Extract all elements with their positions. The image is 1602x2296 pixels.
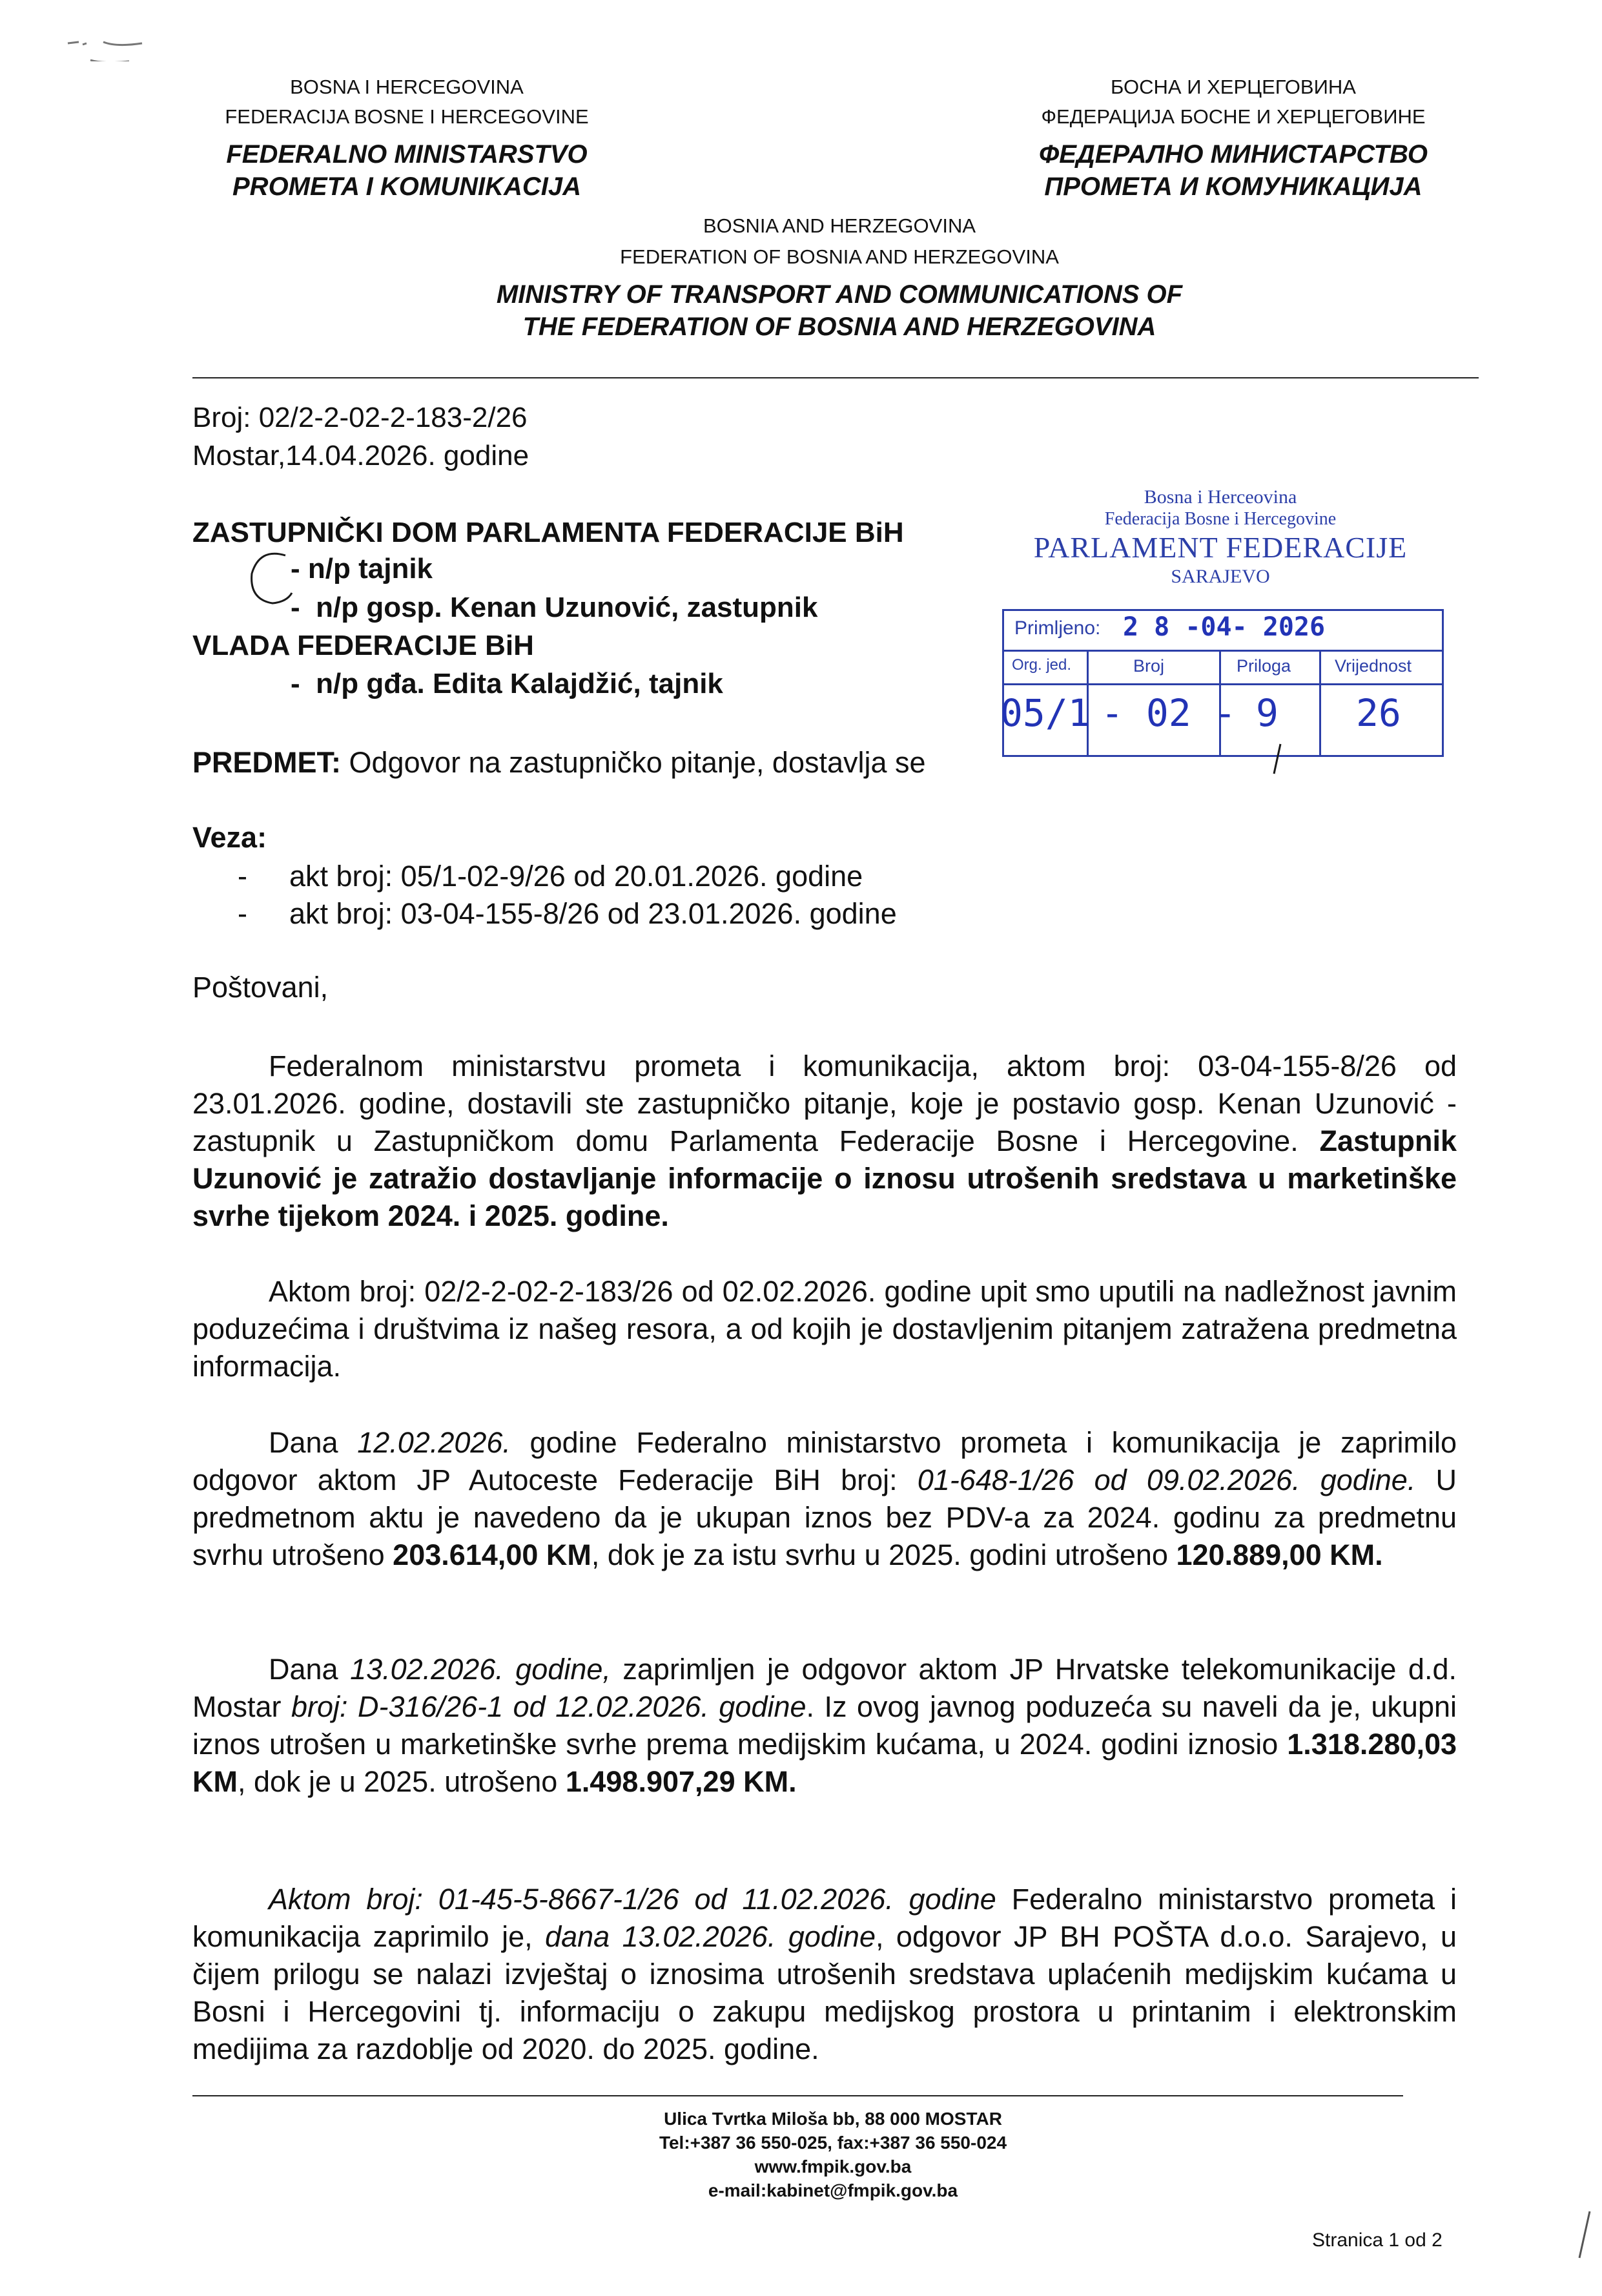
recipient-org1-item1: - n/p tajnik	[291, 553, 433, 584]
stamp-col-priloga: Priloga	[1237, 656, 1291, 676]
received-stamp-header	[1007, 486, 1433, 588]
pen-stroke-icon	[1269, 743, 1288, 775]
header-right-ministry: ФЕДЕРАЛНО МИНИСТАРСТВО	[1039, 140, 1428, 169]
recipient-org2: VLADA FEDERACIJE BiH	[192, 630, 534, 661]
paragraph-4-amount-2025: 1.498.907,29 KM.	[565, 1765, 797, 1798]
header-left-ministry: FEDERALNO MINISTARSTVO	[226, 140, 588, 169]
paragraph-4	[192, 1651, 1457, 1801]
stamp-received-label: Primljeno:	[1014, 617, 1101, 639]
veza-item: - akt broj: 05/1-02-9/26 od 20.01.2026. godine	[192, 858, 1419, 895]
stamp-row-divider-2	[1004, 683, 1442, 685]
veza-label: Veza:	[192, 821, 267, 854]
paragraph-5-text-2: , odgovor JP BH POŠTA d.o.o. Sarajevo, u čijem prilogu se nalazi izvještaj o iznosima utrošenih sredstava uplaćenih medijskim kućama u Bosni i Hercegovini tj. informaciju o zakupu medijskog prostora u printanim i elektronskim medijima za razdoblje od 2020. do 2025. godine.	[192, 1920, 1457, 2065]
footer-address: Ulica Tvrtka Miloša bb, 88 000 MOSTAR	[664, 2109, 1002, 2129]
paragraph-1-text: Federalnom ministarstvu prometa i komunikacija, aktom broj: 03-04-155-8/26 od 23.01.2026. godine, dostavili ste zastupničko pitanje, koje je postavio gosp. Kenan Uzunović - zastupnik u Zastupničkom domu Parlamenta Federacije Bosne i Hercegovine.	[192, 1050, 1457, 1157]
stamp-line4: SARAJEVO	[1171, 566, 1270, 587]
paragraph-3-text-2: godine Federalno ministarstvo prometa i komunikacija je zaprimilo odgovor aktom JP Autoceste Federacije BiH broj:	[192, 1426, 1457, 1496]
header-right-ministry-2: ПРОМЕТА И КОМУНИКАЦИЈА	[1044, 172, 1422, 201]
paragraph-3	[192, 1424, 1457, 1574]
stamp-val-org: 05/1	[1000, 691, 1091, 735]
stamp-received-value: 2 8 -04- 2026	[1123, 612, 1326, 642]
stamp-val-vrijednost: 26	[1356, 691, 1401, 735]
veza-item: - akt broj: 03-04-155-8/26 od 23.01.2026. godine	[192, 895, 1419, 933]
footer-divider	[192, 2095, 1403, 2096]
corner-mark	[1576, 2209, 1595, 2260]
footer-phone: Tel:+387 36 550-025, fax:+387 36 550-024	[659, 2133, 1007, 2153]
stamp-row-divider	[1004, 650, 1442, 652]
recipient-org2-item1-text: n/p gđa. Edita Kalajdžić, tajnik	[316, 668, 723, 699]
header-right-line2: ФЕДЕРАЦИЈА БОСНЕ И ХЕРЦЕГОВИНЕ	[1041, 105, 1426, 128]
paragraph-4-act: broj: D-316/26-1 od 12.02.2026. godine	[291, 1690, 806, 1723]
paragraph-3-act: 01-648-1/26 od 09.02.2026. godine.	[917, 1463, 1416, 1496]
paragraph-4-date: 13.02.2026. godine,	[350, 1653, 611, 1686]
paragraph-4-text-3: . Iz ovog javnog poduzeća su naveli da je, ukupni iznos utrošen u marketinške svrhe prema medijskim kućama, u 2024. godini iznosio	[192, 1690, 1457, 1761]
subject-text: Odgovor na zastupničko pitanje, dostavlja se	[341, 746, 926, 779]
stamp-val-priloga: 9	[1256, 691, 1279, 735]
greeting: Poštovani,	[192, 971, 329, 1004]
header-left	[194, 71, 620, 203]
recipient-org2-item1: - n/p gđa. Edita Kalajdžić, tajnik	[291, 668, 723, 699]
paragraph-2	[192, 1273, 1457, 1385]
scan-mark-icon	[65, 36, 174, 61]
stamp-line3: PARLAMENT FEDERACIJE	[1033, 531, 1408, 564]
header-center-line2: FEDERATION OF BOSNIA AND HERZEGOVINA	[620, 245, 1059, 268]
recipient-org1-item1-text: n/p tajnik	[307, 553, 433, 584]
paragraph-1-bold: Zastupnik Uzunović je zatražio dostavljanje informacije o iznosu utrošenih sredstava u marketinške svrhe tijekom 2024. i 2025. godine.	[192, 1124, 1457, 1232]
header-center-ministry: MINISTRY OF TRANSPORT AND COMMUNICATIONS OF	[496, 280, 1183, 309]
subject-label: PREDMET:	[192, 746, 342, 779]
paragraph-5-date: dana 13.02.2026. godine	[545, 1920, 876, 1953]
paragraph-4-text-4: , dok je u 2025. utrošeno	[237, 1765, 566, 1798]
header-center-ministry-2: THE FEDERATION OF BOSNIA AND HERZEGOVINA	[522, 313, 1156, 341]
page-number: Stranica 1 od 2	[1312, 2229, 1443, 2251]
paragraph-2-text: Aktom broj: 02/2-2-02-2-183/26 od 02.02.2026. godine upit smo uputili na nadležnost javnim poduzećima i društvima iz našeg resora, a od kojih je dostavljenim pitanjem zatražena predmetna informacija.	[192, 1275, 1457, 1383]
paragraph-5	[192, 1881, 1457, 2068]
header-left-line2: FEDERACIJA BOSNE I HERCEGOVINE	[225, 105, 589, 128]
footer-website: www.fmpik.gov.ba	[754, 2156, 912, 2177]
received-stamp-box	[1002, 609, 1444, 757]
stamp-line1: Bosna i Herceovina	[1144, 486, 1297, 508]
stamp-col-divider-3	[1319, 650, 1321, 755]
recipient-org1-item2-text: n/p gosp. Kenan Uzunović, zastupnik	[316, 592, 818, 623]
paragraph-4-text: Dana	[269, 1653, 351, 1686]
paragraph-3-text-3: U predmetnom aktu je navedeno da je ukupan iznos bez PDV-a za 2024. godinu za predmetnu svrhu utrošeno	[192, 1463, 1457, 1571]
footer-contact	[478, 2107, 1188, 2202]
paragraph-3-date: 12.02.2026.	[357, 1426, 511, 1459]
paragraph-5-act: Aktom broj: 01-45-5-8667-1/26 od 11.02.2026. godine	[269, 1883, 996, 1916]
paragraph-3-text: Dana	[269, 1426, 358, 1459]
recipient-org1-item2: - n/p gosp. Kenan Uzunović, zastupnik	[291, 592, 818, 623]
header-divider	[192, 377, 1479, 378]
paragraph-3-amount-2025: 120.889,00 KM.	[1176, 1538, 1383, 1571]
paragraph-3-amount-2024: 203.614,00 KM	[393, 1538, 591, 1571]
stamp-col-broj: Broj	[1133, 656, 1165, 676]
header-left-line1: BOSNA I HERCEGOVINA	[290, 76, 524, 98]
header-right	[994, 71, 1472, 203]
footer-email: e-mail:kabinet@fmpik.gov.ba	[708, 2180, 958, 2200]
stamp-val-broj: - 02 -	[1101, 691, 1237, 735]
stamp-col-vrijednost: Vrijednost	[1335, 656, 1412, 676]
recipient-org1: ZASTUPNIČKI DOM PARLAMENTA FEDERACIJE BiH	[192, 517, 904, 548]
paragraph-4-text-2: zaprimljen je odgovor aktom JP Hrvatske telekomunikacije d.d. Mostar	[192, 1653, 1457, 1723]
header-left-ministry-2: PROMETA I KOMUNIKACIJA	[232, 172, 581, 201]
edge-mark-icon	[1576, 2209, 1595, 2260]
reference-place-date: Mostar,14.04.2026. godine	[192, 440, 529, 471]
paragraph-1	[192, 1048, 1457, 1235]
paragraph-5-text: Federalno ministarstvo prometa i komunikacija zaprimilo je,	[192, 1883, 1457, 1953]
veza-list	[192, 858, 1419, 933]
paragraph-3-text-4: , dok je za istu svrhu u 2025. godini utrošeno	[591, 1538, 1176, 1571]
stamp-tail-mark	[1269, 743, 1288, 775]
scan-mark	[65, 36, 174, 61]
stamp-line2: Federacija Bosne i Hercegovine	[1104, 509, 1337, 529]
stamp-col-org: Org. jed.	[1012, 656, 1072, 674]
header-center	[413, 210, 1266, 343]
header-right-line1: БОСНА И ХЕРЦЕГОВИНА	[1111, 76, 1356, 98]
paragraph-4-amount-2024: 1.318.280,03 KM	[192, 1728, 1457, 1798]
subject	[192, 744, 926, 781]
header-center-line1: BOSNIA AND HERZEGOVINA	[703, 214, 976, 237]
reference-number: Broj: 02/2-2-02-2-183-2/26	[192, 402, 528, 433]
